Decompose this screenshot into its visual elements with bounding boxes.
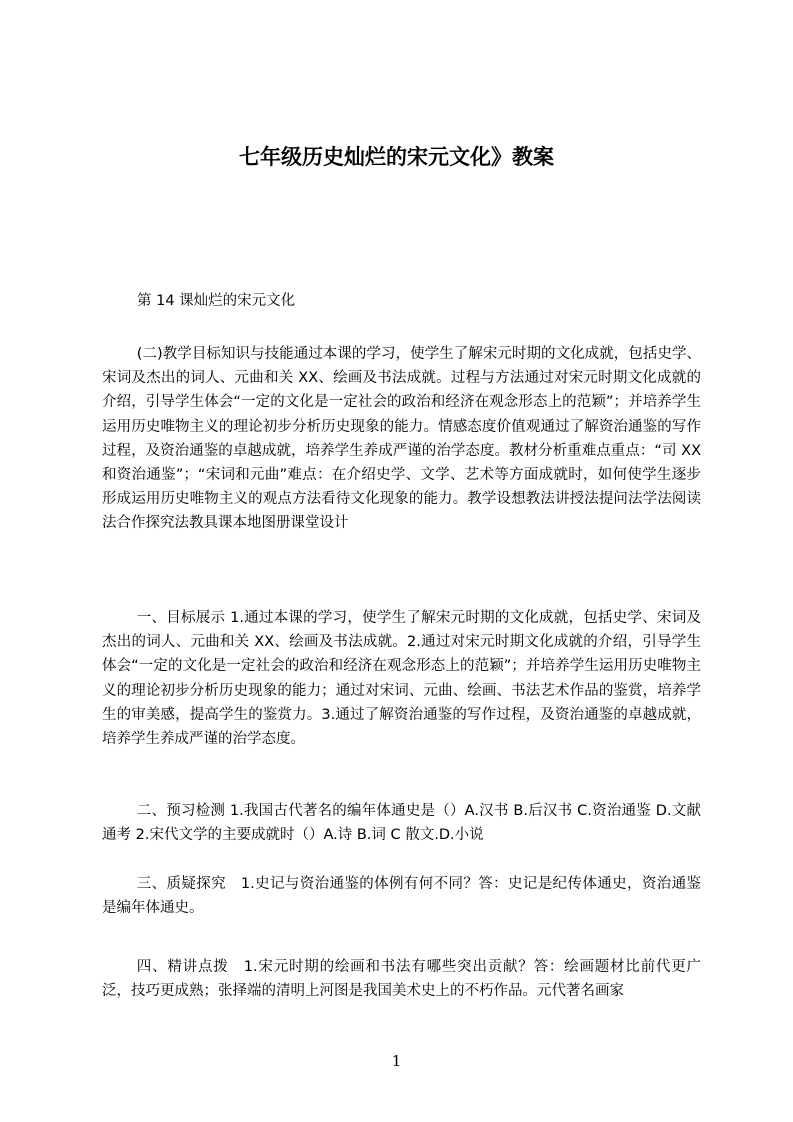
paragraph-goal-display: 一、目标展示 1.通过本课的学习，使学生了解宋元时期的文化成就，包括史学、宋词及杰出的词人、元曲和关 XX、绘画及书法成就。2.通过对宋元时期文化成就的介绍，引导学生体会“一定的文化是一定社会的政治和经济在观念形态上的范颖”；并培养学生运用历史唯物主义的理论初步分析历史现象的能力；通过对宋词、元曲、绘画、书法艺术作品的鉴赏，培养学生的审美感，提高学生的鉴赏力。3.通过了解资治通鉴的写作过程，及资治通鉴的卓越成就，培养学生养成严谨的治学态度。: [102, 610, 701, 748]
lesson-heading: 第 14 课灿烂的宋元文化: [137, 293, 296, 309]
page-number: 1: [391, 1052, 402, 1070]
paragraph-teaching-objectives: (二)教学目标知识与技能通过本课的学习，使学生了解宋元时期的文化成就，包括史学、宋词及杰出的词人、元曲和关 XX、绘画及书法成就。过程与方法通过对宋元时期文化成就的介绍，引导学生体会“一定的文化是一定社会的政治和经济在观念形态上的范颖”；并培养学生运用历史唯物主义的理论初步分析历史现象的能力。情感态度价值观通过了解资治通鉴的写作过程，及资治通鉴的卓越成就，培养学生养成严谨的治学态度。教材分析重难点重点：“司 XX 和资治通鉴”；“宋词和元曲”难点：在介绍史学、文学、艺术等方面成就时，如何使学生逐步形成运用历史唯物主义的观点方法看待文化现象的能力。教学设想教法讲授法提问法学法阅读法合作探究法教具课本地图册课堂设计: [102, 346, 701, 532]
document-title: 七年级历史灿烂的宋元文化》教案: [239, 145, 554, 169]
paragraph-preview-check: 二、预习检测 1.我国古代著名的编年体通史是（）A.汉书 B.后汉书 C.资治通鉴 D.文献通考 2.宋代文学的主要成就时（）A.诗 B.词 C 散文.D.小说: [102, 803, 701, 844]
paragraph-key-points: 四、精讲点拨 1.宋元时期的绘画和书法有哪些突出贡献？答：绘画题材比前代更广泛，技巧更成熟；张择端的清明上河图是我国美术史上的不朽作品。元代著名画家: [102, 959, 701, 1000]
paragraph-inquiry: 三、质疑探究 1.史记与资治通鉴的体例有何不同？答：史记是纪传体通史，资治通鉴是编年体通史。: [102, 876, 701, 917]
